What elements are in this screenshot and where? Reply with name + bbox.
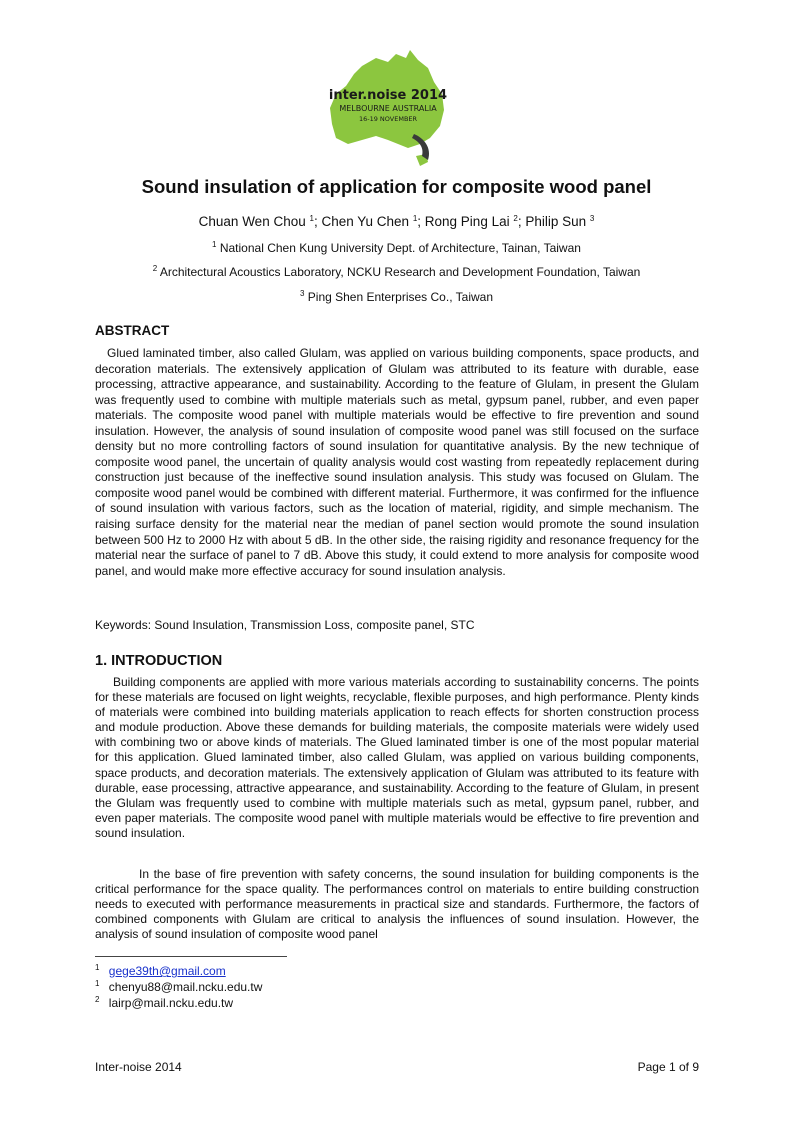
footer-conference-name: Inter-noise 2014 xyxy=(95,1060,182,1074)
footnote-divider xyxy=(95,956,287,957)
footnote xyxy=(95,996,233,1010)
footer-page-number: Page 1 of 9 xyxy=(637,1060,699,1074)
paper-title: Sound insulation of application for composite wood panel xyxy=(141,176,652,197)
affiliation-text: Architectural Acoustics Laboratory, NCKU Research and Development Foundation, Taiwan xyxy=(159,265,641,279)
affiliation-mark: 1 xyxy=(212,240,217,249)
author-name: Rong Ping Lai xyxy=(424,214,510,229)
abstract-body: Glued laminated timber, also called Glulam, was applied on various building components, space products, and decoration materials. The extensively application of Glulam was attributed to its feature with durable, ease processing, attractive appearance, and sustainability. According to the feature of Glulam, in present the Glulam was frequently used to combine with multiple materials such as metal, gypsum panel, rubber, and even paper materials. The composite wood panel with multiple materials would be effective to fire prevention and sound insulation. However, the analysis of sound insulation of composite wood panel was still focused on the surface density but no more controlling factors of sound insulation for quantitative analysis. By the new technique of composite wood panel, the uncertain of quality analysis would cost wasting from repeatedly replacement during construction just because of the ineffective sound insulation analysis. This study was focused on Glulam. The composite wood panel would be combined with different material. Furthermore, it was confirmed for the influence of sound insulation with various factors, such as the location of material, rigidity, and simple mechanism. The raising surface density for the material near the median of panel section would promote the sound insulation between 500 Hz to 2000 Hz with about 5 dB. In the other side, the raising rigidity and resonance frequency for the material near the surface of panel to 7 dB. Above this study, it could extend to more analysis for composite wood panel, and would make more effective accuracy for sound insulation analysis. xyxy=(95,346,699,578)
abstract-heading: ABSTRACT xyxy=(95,323,170,338)
logo-title: inter.noise 2014 xyxy=(328,88,448,103)
author-name: Philip Sun xyxy=(525,214,587,229)
author-affiliation-mark: 1 xyxy=(309,214,314,223)
conference-logo xyxy=(318,48,458,173)
intro-paragraph: Building components are applied with more various materials according to sustainability concerns. The points for these materials are focused on light weights, recyclable, flexible purposes, and high performance. Plenty kinds of materials were combined into building materials application to reach effects for shorten construction process and module production. Above these demands for building materials, the composite materials were widely used with combining two or above kinds of materials. The Glued laminated timber is one of the most popular material for this application. Glued laminated timber, also called Glulam, was applied on various building components, space products, and decoration materials. The extensively application of Glulam was attributed to its feature with durable, ease processing, attractive appearance, and sustainability. According to the feature of Glulam, in present the Glulam was frequently used to combine with multiple materials such as metal, gypsum panel, rubber, and even paper materials. The composite wood panel with multiple materials would be effective to fire prevention and sound insulation. xyxy=(95,675,699,840)
footnote-mark: 2 xyxy=(95,995,100,1004)
footnote-email: lairp@mail.ncku.edu.tw xyxy=(108,996,234,1010)
footnote xyxy=(95,964,226,978)
affiliation-line xyxy=(0,290,793,304)
logo-location: MELBOURNE AUSTRALIA xyxy=(339,104,437,113)
section-heading-introduction: 1. INTRODUCTION xyxy=(95,653,223,669)
footnote xyxy=(95,980,262,994)
intro-paragraph: In the base of fire prevention with safety concerns, the sound insulation for building components is the critical performance for the space quality. The performances control on materials to entire building construction needs to executed with performance measurements in practical size and standards. Furthermore, the factors of combined components with Glulam are critical to analysis the influences of sound insulation. However, the analysis of sound insulation of composite wood panel xyxy=(95,867,699,942)
author-affiliation-mark: 1 xyxy=(412,214,418,223)
footnote-email: chenyu88@mail.ncku.edu.tw xyxy=(108,980,263,994)
affiliation-line xyxy=(0,265,793,279)
author-name: Chuan Wen Chou xyxy=(198,214,306,229)
keywords-line: Keywords: Sound Insulation, Transmission Loss, composite panel, STC xyxy=(95,618,475,632)
footnote-mark: 1 xyxy=(95,963,100,972)
logo-dates: 16-19 NOVEMBER xyxy=(358,115,418,123)
footnote-email-link[interactable]: gege39th@gmail.com xyxy=(108,964,226,978)
affiliation-line xyxy=(0,241,793,255)
footnote-mark: 1 xyxy=(95,979,100,988)
affiliation-text: National Chen Kung University Dept. of Architecture, Tainan, Taiwan xyxy=(219,241,581,255)
author-affiliation-mark: 2 xyxy=(513,214,518,223)
affiliation-text: Ping Shen Enterprises Co., Taiwan xyxy=(307,290,493,304)
author-name: Chen Yu Chen xyxy=(321,214,410,229)
author-list: Chuan Wen Chou $^1$; Chen Yu Chen $^1$; Rong Ping Lai $^2$; Philip Sun $^3$ xyxy=(198,214,595,229)
author-affiliation-mark: 3 xyxy=(589,214,595,223)
affiliation-mark: 3 xyxy=(299,289,305,298)
affiliation-mark: 2 xyxy=(152,264,158,273)
